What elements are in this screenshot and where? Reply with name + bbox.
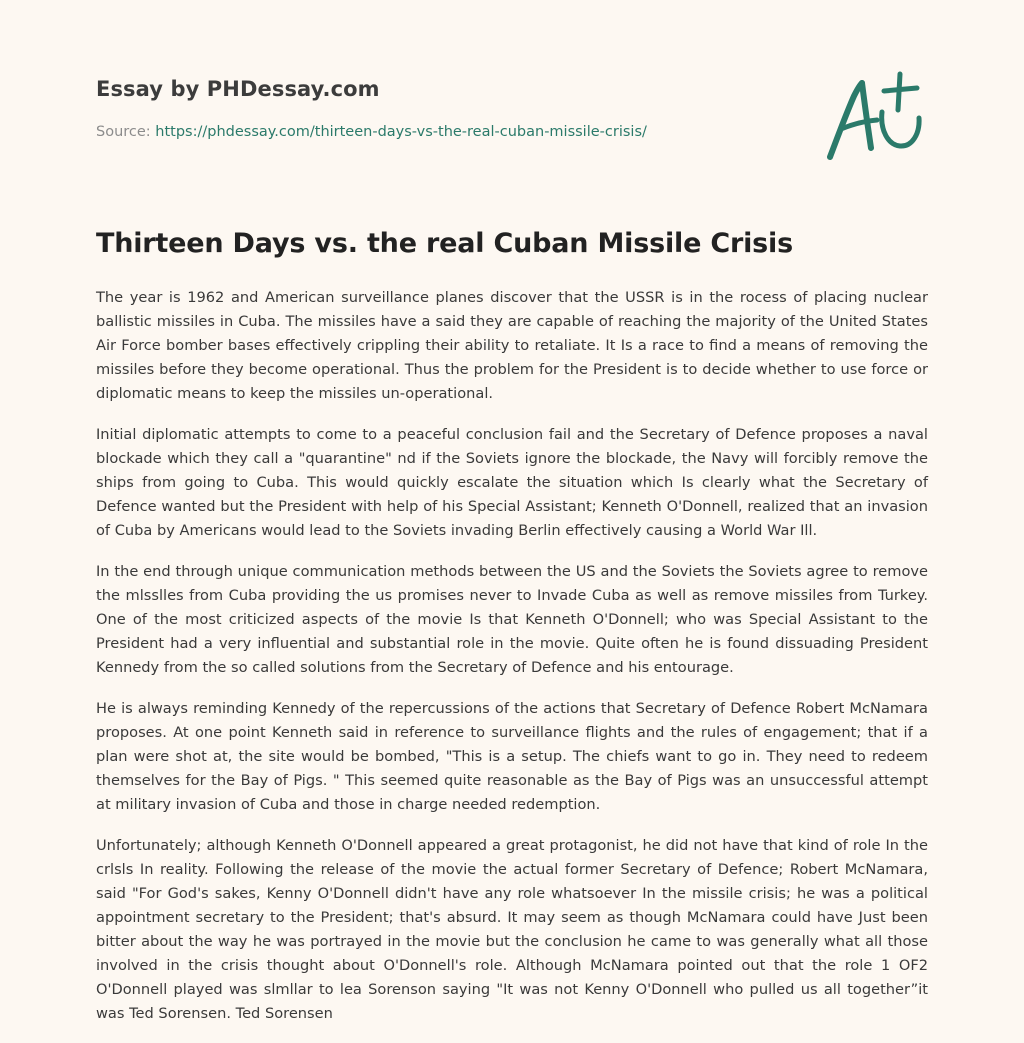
- essay-paragraph: Unfortunately; although Kenneth O'Donnell appeared a great protagonist, he did not have that kind of role In the crlsls In reality. Following the release of the movie the actual former Secretary of Defence; Robert McNamara, said "For God's sakes, Kenny O'Donnell didn't have any role whatsoever In the missile crisis; he was a political appointment secretary to the President; that's absurd. It may seem as though McNamara could have Just been bitter about the way he was portrayed in the movie but the conclusion he came to was generally what all those involved in the crisis thought about O'Donnell's role. Although McNamara pointed out that the role 1 OF2 O'Donnell played was slmllar to lea Sorenson saying "It was not Kenny O'Donnell who pulled us all together”it was Ted Sorensen. Ted Sorensen: [96, 837, 928, 1022]
- essay-paragraph: He is always reminding Kennedy of the repercussions of the actions that Secretary of Defence Robert McNamara proposes. At one point Kenneth said in reference to surveillance flights and the rules of engagement; that if a plan were shot at, the site would be bombed, "This is a setup. The chiefs want to go in. They need to redeem themselves for the Bay of Pigs. " This seemed quite reasonable as the Bay of Pigs was an unsuccessful attempt at military invasion of Cuba and those in charge needed redemption.: [96, 700, 928, 813]
- site-brand: Essay by PHDessay.com: [96, 77, 380, 101]
- source-label: Source:: [96, 124, 151, 140]
- source-link[interactable]: https://phdessay.com/thirteen-days-vs-the-real-cuban-missile-crisis/: [155, 124, 647, 140]
- essay-paragraph: The year is 1962 and American surveillance planes discover that the USSR is in the rocess of placing nuclear ballistic missiles in Cuba. The missiles have a said they are capable of reaching the majority of the United States Air Force bomber bases effectively crippling their ability to retaliate. It Is a race to find a means of removing the missiles before they become operational. Thus the problem for the President is to decide whether to use force or diplomatic means to keep the missiles un-operational.: [96, 289, 928, 402]
- source-line: [96, 124, 647, 140]
- essay-paragraph: Initial diplomatic attempts to come to a peaceful conclusion fail and the Secretary of Defence proposes a naval blockade which they call a "quarantine" nd if the Soviets ignore the blockade, the Navy will forcibly remove the ships from going to Cuba. This would quickly escalate the situation which Is clearly what the Secretary of Defence wanted but the President with help of his Special Assistant; Kenneth O'Donnell, realized that an invasion of Cuba by Americans would lead to the Soviets invading Berlin effectively causing a World War Ill.: [96, 426, 928, 539]
- essay-title: Thirteen Days vs. the real Cuban Missile Crisis: [96, 228, 793, 259]
- a-plus-grade-icon: [820, 66, 930, 166]
- essay-paragraph: In the end through unique communication methods between the US and the Soviets the Soviets agree to remove the mlsslles from Cuba providing the us promises never to Invade Cuba as well as remove missiles from Turkey. One of the most criticized aspects of the movie Is that Kenneth O'Donnell; who was Special Assistant to the President had a very influential and substantial role in the movie. Quite often he is found dissuading President Kennedy from the so called solutions from the Secretary of Defence and his entourage.: [96, 563, 928, 676]
- essay-body: [96, 286, 928, 1043]
